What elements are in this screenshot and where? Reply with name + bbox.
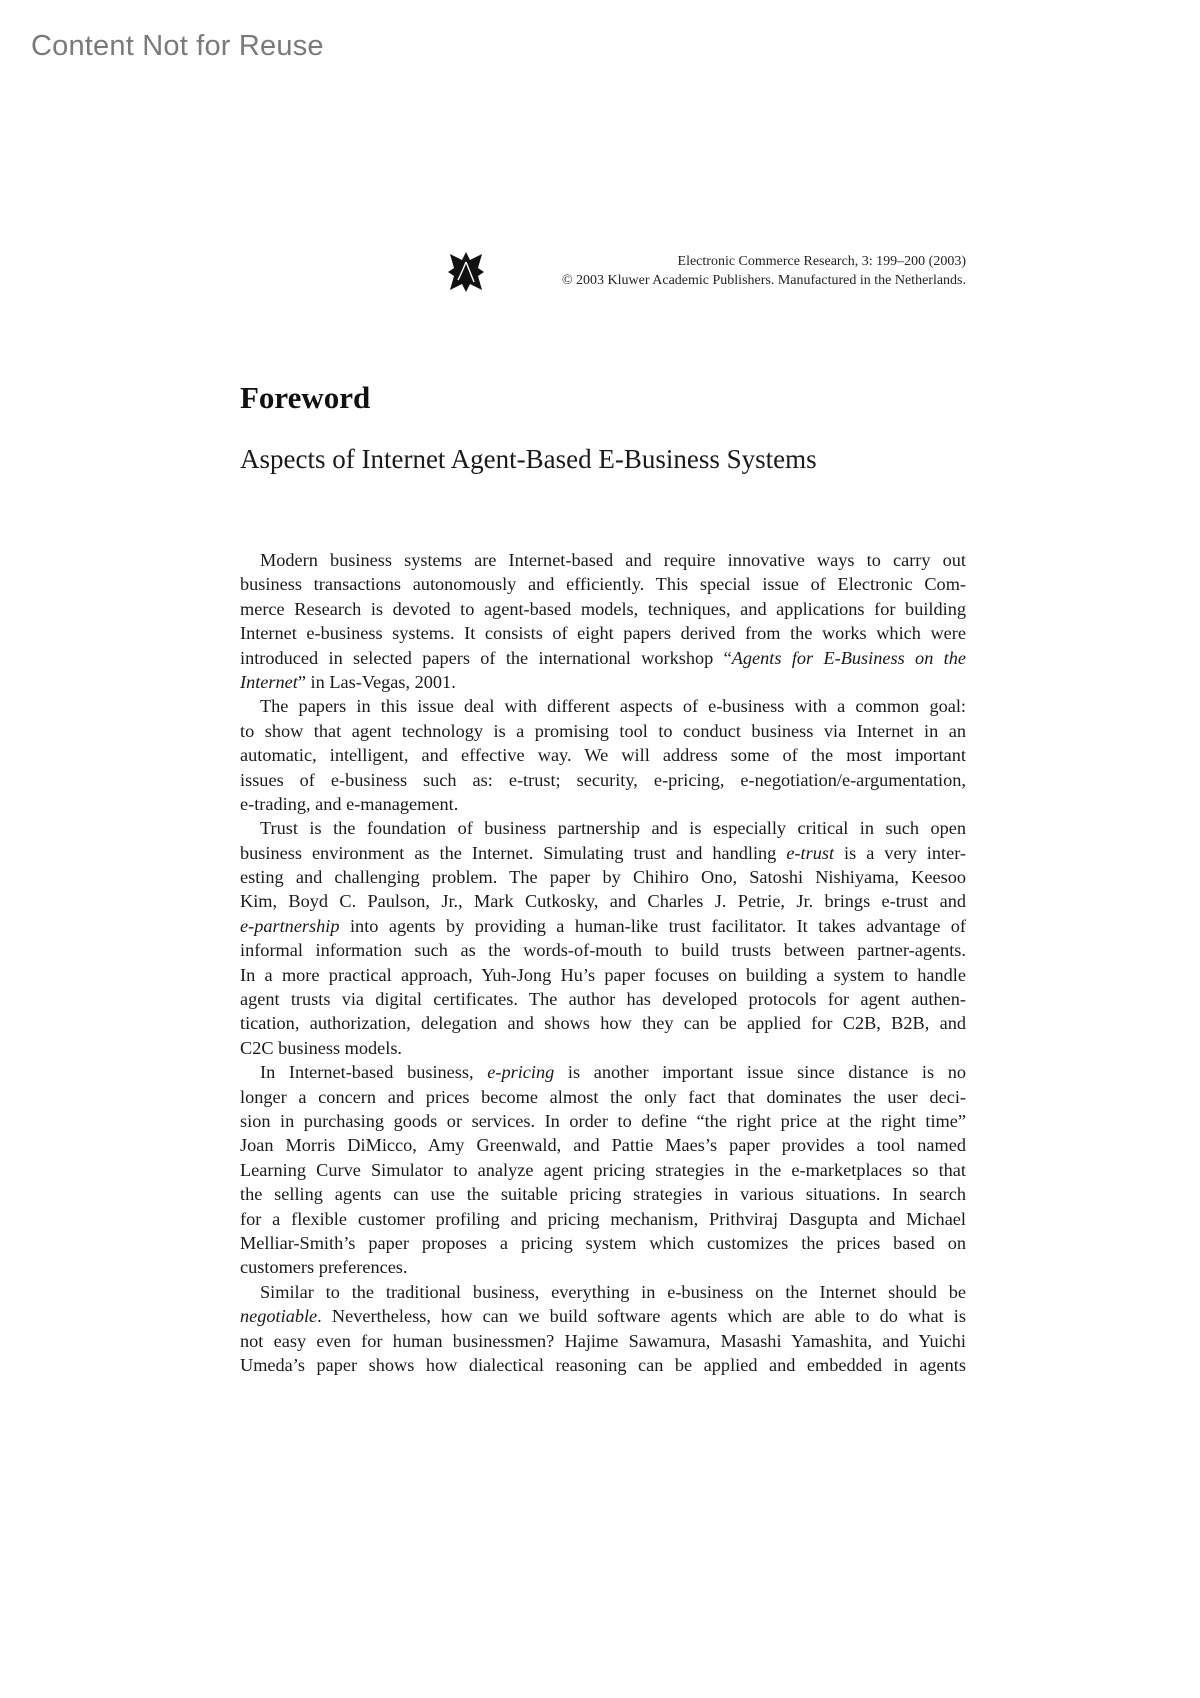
text-line: introduced in selected papers of the international workshop “Agents for E-Business on the (240, 647, 966, 668)
text-line: to show that agent technology is a promising tool to conduct business via Internet in an (240, 720, 966, 741)
text-line: customers preferences. (240, 1257, 408, 1278)
text-line: agent trusts via digital certificates. The author has developed protocols for agent authen- (240, 989, 966, 1010)
text-line: Trust is the foundation of business partnership and is especially critical in such open (260, 818, 966, 839)
text-line: tication, authorization, delegation and shows how they can be applied for C2B, B2B, and (240, 1013, 966, 1034)
text-line: business transactions autonomously and efficiently. This special issue of Electronic Com- (240, 574, 966, 595)
paragraph (240, 548, 966, 694)
text-line: Kim, Boyd C. Paulson, Jr., Mark Cutkosky, and Charles J. Petrie, Jr. brings e-trust and (240, 891, 966, 912)
text-line: longer a concern and prices become almost the only fact that dominates the user deci- (240, 1086, 966, 1107)
kluwer-logo-icon (448, 250, 484, 294)
text-line: Learning Curve Simulator to analyze agent pricing strategies in the e-marketplaces so that (240, 1159, 966, 1180)
text-line: Melliar-Smith’s paper proposes a pricing system which customizes the prices based on (240, 1232, 966, 1253)
text-line: business environment as the Internet. Simulating trust and handling e-trust is a very inter- (240, 842, 966, 863)
text-line: e-trading, and e-management. (240, 793, 459, 814)
text-line: e-partnership into agents by providing a human-like trust facilitator. It takes advantage of (240, 915, 966, 936)
journal-header (448, 250, 966, 294)
watermark: Content Not for Reuse (31, 30, 324, 62)
paragraph (240, 816, 966, 1060)
text-line: merce Research is devoted to agent-based models, techniques, and applications for building (240, 598, 966, 619)
text-line: Modern business systems are Internet-based and require innovative ways to carry out (260, 550, 966, 570)
copyright-notice: © 2003 Kluwer Academic Publishers. Manufactured in the Netherlands. (561, 273, 966, 288)
text-line: for a flexible customer profiling and pricing mechanism, Prithviraj Dasgupta and Michael (240, 1208, 966, 1229)
text-line: not easy even for human businessmen? Hajime Sawamura, Masashi Yamashita, and Yuichi (240, 1330, 966, 1351)
article-title: Aspects of Internet Agent-Based E-Business Systems (240, 444, 817, 474)
text-line: In Internet-based business, e-pricing is another important issue since distance is no (260, 1062, 966, 1083)
text-line: Joan Morris DiMicco, Amy Greenwald, and Pattie Maes’s paper provides a tool named (240, 1135, 966, 1156)
text-line: negotiable. Nevertheless, how can we build software agents which are able to do what is (240, 1306, 966, 1327)
text-line: Internet e-business systems. It consists of eight papers derived from the works which were (240, 623, 966, 644)
paragraph (240, 1280, 966, 1378)
article-body (240, 548, 966, 1377)
paragraph (240, 1060, 966, 1280)
paragraph (240, 694, 966, 816)
text-line: The papers in this issue deal with different aspects of e-business with a common goal: (260, 696, 966, 717)
journal-citation: Electronic Commerce Research, 3: 199–200 (2003) (677, 254, 966, 269)
text-line: Internet” in Las-Vegas, 2001. (240, 671, 456, 692)
text-line: Similar to the traditional business, everything in e-business on the Internet should be (260, 1281, 966, 1302)
text-line: issues of e-business such as: e-trust; security, e-pricing, e-negotiation/e-argumentation, (240, 769, 966, 790)
text-line: esting and challenging problem. The paper by Chihiro Ono, Satoshi Nishiyama, Keesoo (240, 867, 966, 888)
text-line: sion in purchasing goods or services. In order to define “the right price at the right time” (240, 1110, 966, 1131)
text-line: Umeda’s paper shows how dialectical reasoning can be applied and embedded in agents (240, 1354, 966, 1375)
text-line: C2C business models. (240, 1037, 403, 1058)
text-line: the selling agents can use the suitable pricing strategies in various situations. In search (240, 1184, 966, 1205)
text-line: automatic, intelligent, and effective way. We will address some of the most important (240, 745, 966, 766)
section-title: Foreword (240, 380, 371, 415)
text-line: In a more practical approach, Yuh-Jong Hu’s paper focuses on building a system to handle (240, 964, 966, 985)
text-line: informal information such as the words-of-mouth to build trusts between partner-agents. (240, 940, 966, 961)
